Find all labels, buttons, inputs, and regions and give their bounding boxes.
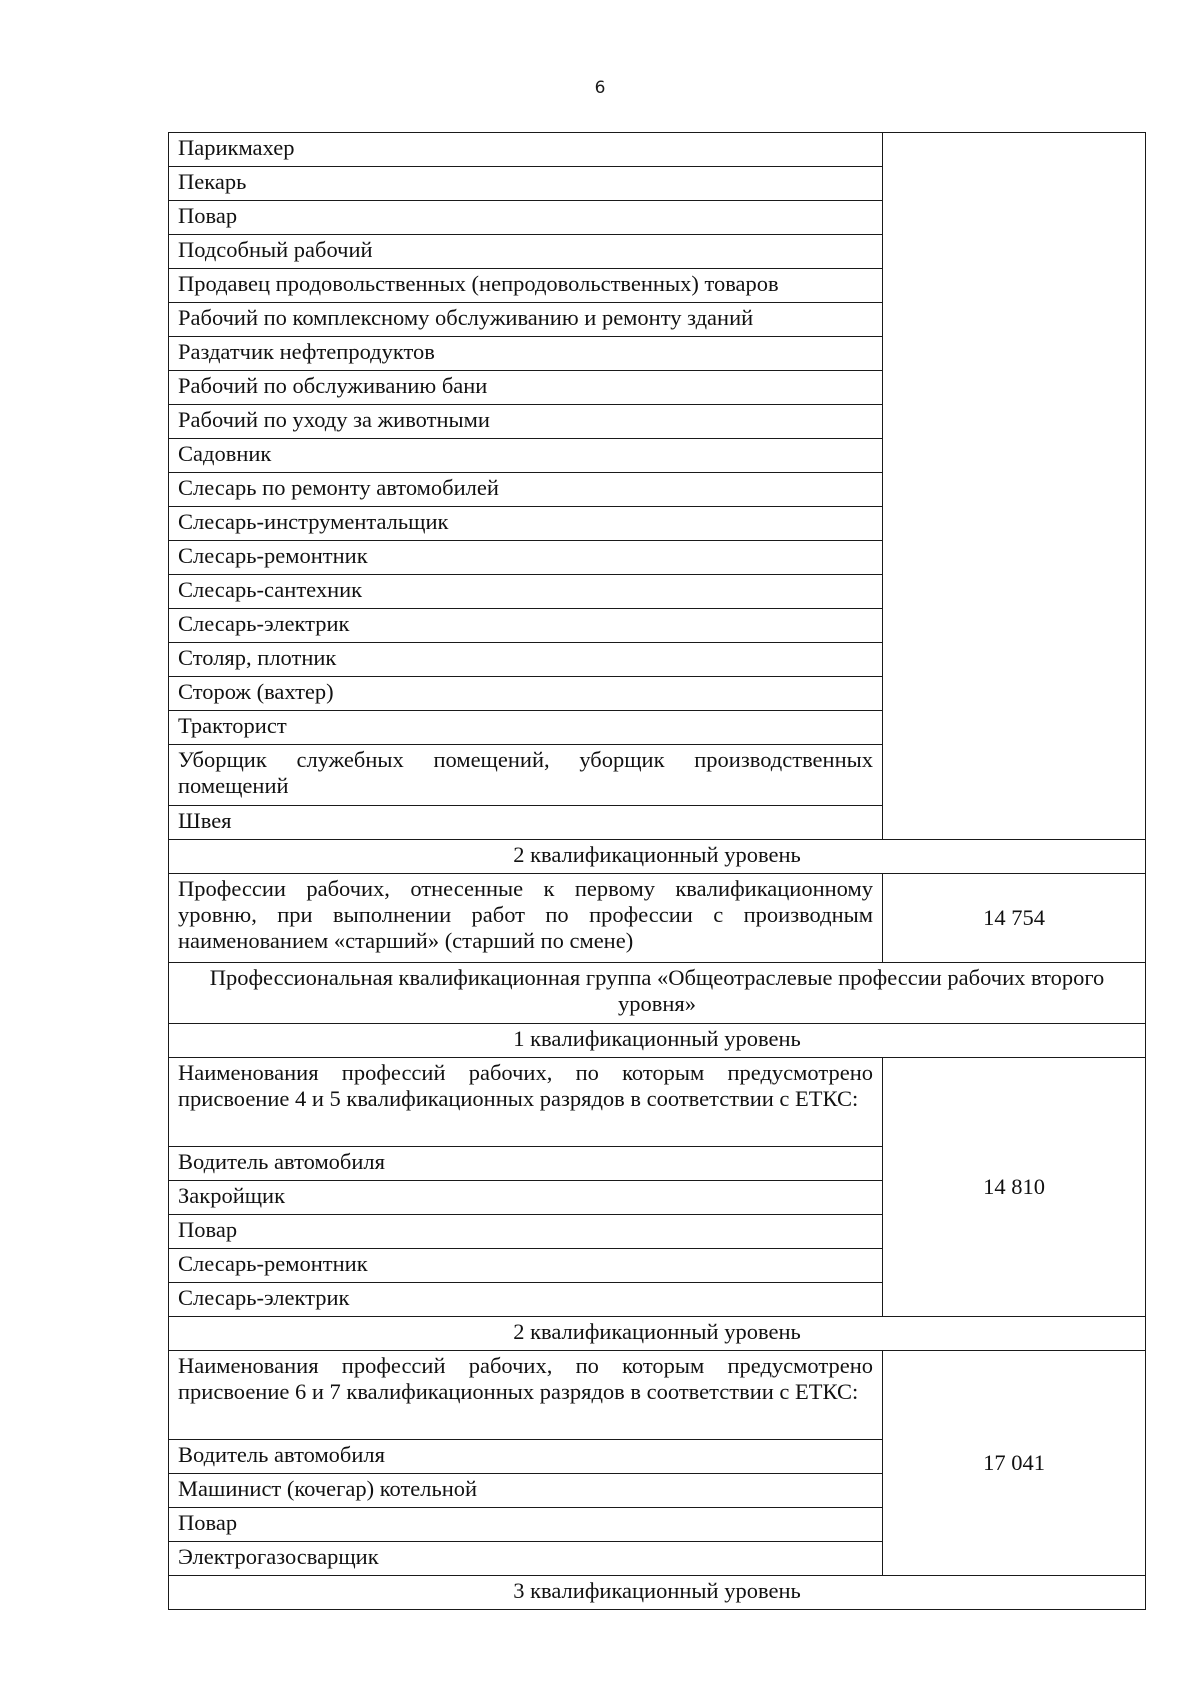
- profession-cell: Пекарь: [169, 167, 883, 201]
- profession-cell: Водитель автомобиля: [169, 1440, 883, 1474]
- table-row: [169, 1058, 1146, 1147]
- table-row: [169, 1351, 1146, 1440]
- profession-cell: Сторож (вахтер): [169, 677, 883, 711]
- qualification-level-heading: 2 квалификационный уровень: [169, 1317, 1146, 1351]
- profession-cell: Электрогазосварщик: [169, 1542, 883, 1576]
- table-row: [169, 1024, 1146, 1058]
- qualification-table: [168, 132, 1146, 1610]
- qualification-level-heading: 1 квалификационный уровень: [169, 1024, 1146, 1058]
- salary-value: 14 754: [883, 874, 1146, 963]
- profession-cell: Продавец продовольственных (непродовольственных) товаров: [169, 269, 883, 303]
- table-row: [169, 874, 1146, 963]
- profession-cell: Слесарь-ремонтник: [169, 541, 883, 575]
- profession-cell: Уборщик служебных помещений, уборщик производственных помещений: [169, 745, 883, 806]
- profession-cell: Повар: [169, 201, 883, 235]
- salary-value: 14 810: [883, 1058, 1146, 1317]
- group-heading: Профессиональная квалификационная группа «Общеотраслевые профессии рабочих второго уровня»: [169, 963, 1146, 1024]
- profession-description: Наименования профессий рабочих, по которым предусмотрено присвоение 4 и 5 квалификационных разрядов в соответствии с ЕТКС:: [169, 1058, 883, 1147]
- profession-cell: Рабочий по комплексному обслуживанию и ремонту зданий: [169, 303, 883, 337]
- profession-cell: Рабочий по уходу за животными: [169, 405, 883, 439]
- table-row: [169, 133, 1146, 167]
- profession-cell: Слесарь-электрик: [169, 1283, 883, 1317]
- value-cell-empty: [883, 133, 1146, 840]
- qualification-level-heading: 2 квалификационный уровень: [169, 840, 1146, 874]
- table-row: [169, 840, 1146, 874]
- profession-cell: Тракторист: [169, 711, 883, 745]
- profession-cell: Слесарь-сантехник: [169, 575, 883, 609]
- profession-cell: Закройщик: [169, 1181, 883, 1215]
- profession-description: Профессии рабочих, отнесенные к первому квалификационному уровню, при выполнении работ по профессии с производным наименованием «старший» (старший по смене): [169, 874, 883, 963]
- salary-value: 17 041: [883, 1351, 1146, 1576]
- profession-cell: Столяр, плотник: [169, 643, 883, 677]
- profession-description: Наименования профессий рабочих, по которым предусмотрено присвоение 6 и 7 квалификационных разрядов в соответствии с ЕТКС:: [169, 1351, 883, 1440]
- profession-cell: Слесарь-инструментальщик: [169, 507, 883, 541]
- profession-cell: Водитель автомобиля: [169, 1147, 883, 1181]
- profession-cell: Повар: [169, 1508, 883, 1542]
- profession-cell: Раздатчик нефтепродуктов: [169, 337, 883, 371]
- profession-cell: Швея: [169, 806, 883, 840]
- table-row: [169, 1576, 1146, 1610]
- profession-cell: Повар: [169, 1215, 883, 1249]
- profession-cell: Рабочий по обслуживанию бани: [169, 371, 883, 405]
- profession-cell: Слесарь-электрик: [169, 609, 883, 643]
- table-row: [169, 963, 1146, 1024]
- qualification-level-heading: 3 квалификационный уровень: [169, 1576, 1146, 1610]
- page-number: 6: [594, 78, 606, 98]
- profession-cell: Слесарь по ремонту автомобилей: [169, 473, 883, 507]
- profession-cell: Парикмахер: [169, 133, 883, 167]
- profession-cell: Слесарь-ремонтник: [169, 1249, 883, 1283]
- profession-cell: Садовник: [169, 439, 883, 473]
- profession-cell: Машинист (кочегар) котельной: [169, 1474, 883, 1508]
- profession-cell: Подсобный рабочий: [169, 235, 883, 269]
- table-row: [169, 1317, 1146, 1351]
